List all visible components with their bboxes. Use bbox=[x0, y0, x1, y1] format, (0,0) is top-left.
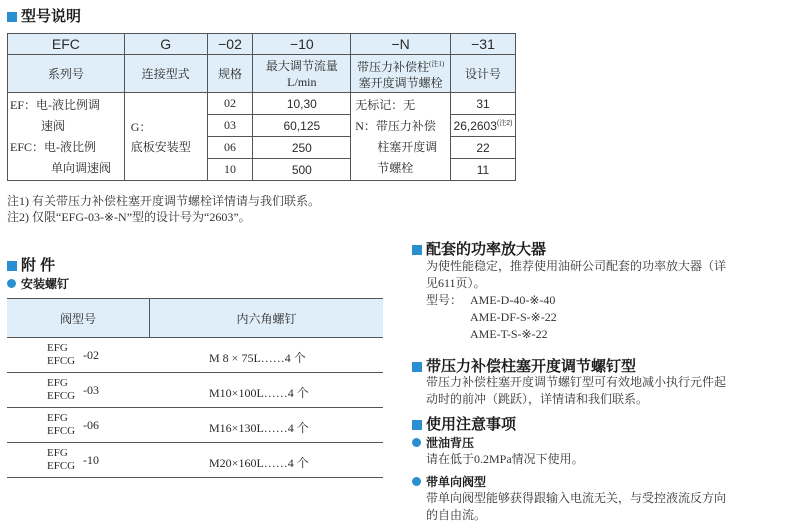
code-cell: −N bbox=[351, 34, 451, 55]
section-model-title: 型号说明 bbox=[7, 5, 81, 26]
square-bullet-icon bbox=[7, 261, 17, 271]
accessory-row bbox=[7, 376, 383, 408]
amplifier-model: AME-T-S-※-22 bbox=[470, 327, 548, 341]
amplifier-models: 型号： AME-D-40-※-40 AME-DF-S-※-22 AME-T-S-※-22 bbox=[426, 293, 557, 341]
header-design: 设计号 bbox=[450, 55, 515, 93]
flow-cell: 250 bbox=[253, 137, 351, 159]
bolt-spec: M20×160L……4 个 bbox=[209, 456, 309, 470]
accessory-bolt-cell bbox=[149, 411, 383, 442]
header-bolt: 内六角螺钉 bbox=[236, 311, 297, 326]
design-cell: $26,2603^{(注2)}$ bbox=[450, 115, 515, 137]
bolt-type-text: 带压力补偿柱塞开度调节螺钉型可有效地减小执行元件起 动时的前冲（跳跃），详情请和我们联系。 bbox=[426, 375, 727, 406]
section-bolt-type-title: 带压力补偿柱塞开度调节螺钉型 bbox=[412, 355, 636, 376]
accessories-header-row bbox=[7, 299, 383, 338]
square-bullet-icon bbox=[412, 362, 422, 372]
accessory-bolt-cell bbox=[149, 376, 383, 407]
series-cell: EF：电-液比例调 速阀 EFC：电-液比例 单向调速阀 bbox=[8, 93, 125, 181]
note-1: 注1) 有关带压力补偿柱塞开度调节螺栓详情请与我们联系。 bbox=[7, 194, 320, 208]
accessory-model-cell bbox=[7, 341, 149, 372]
section-amplifier-title: 配套的功率放大器 bbox=[412, 238, 546, 259]
flow-cell: 500 bbox=[253, 159, 351, 181]
model-header-row bbox=[8, 55, 516, 93]
model-size: -10 bbox=[83, 453, 99, 467]
model-efcg: EFCG bbox=[47, 425, 76, 437]
amplifier-model: AME-DF-S-※-22 bbox=[470, 310, 557, 324]
accessory-bolt-cell bbox=[149, 341, 383, 372]
model-code-row bbox=[8, 34, 516, 55]
model-efg: EFG bbox=[47, 342, 68, 354]
accessory-bolt-cell bbox=[149, 446, 383, 477]
accessory-row bbox=[7, 446, 383, 478]
accessory-row bbox=[7, 341, 383, 373]
header-adjust-bolt: 带压力补偿柱$^{(注1)}$ 塞开度调节螺栓 bbox=[351, 55, 451, 93]
model-size: -02 bbox=[83, 348, 99, 362]
bolt-spec: M 8 × 75L……4 个 bbox=[209, 351, 306, 365]
model-size: -06 bbox=[83, 418, 99, 432]
design-cell: 31 bbox=[450, 93, 515, 115]
accessory-row bbox=[7, 411, 383, 443]
square-bullet-icon bbox=[412, 245, 422, 255]
section-usage-title: 使用注意事项 bbox=[412, 413, 516, 434]
square-bullet-icon bbox=[7, 12, 17, 22]
header-valve-model: 阀型号 bbox=[7, 299, 150, 337]
model-efg: EFG bbox=[47, 377, 68, 389]
circle-bullet-icon bbox=[7, 279, 16, 288]
code-cell: −02 bbox=[207, 34, 253, 55]
connection-cell: G： 底板安装型 bbox=[124, 93, 207, 181]
usage-item2-text: 带单向阀型能够获得跟输入电流无关，与受控液流反方向 的自由流。 bbox=[426, 491, 727, 522]
bolt-spec: M16×130L……4 个 bbox=[209, 421, 309, 435]
size-cell: 03 bbox=[207, 115, 253, 137]
flow-cell: 10,30 bbox=[253, 93, 351, 115]
design-cell: 11 bbox=[450, 159, 515, 181]
circle-bullet-icon bbox=[412, 477, 421, 486]
model-row bbox=[8, 93, 516, 115]
accessories-subtitle: 安装螺钉 bbox=[7, 275, 69, 292]
code-cell: EFC bbox=[8, 34, 125, 55]
size-cell: 02 bbox=[207, 93, 253, 115]
model-efg: EFG bbox=[47, 447, 68, 459]
design-cell: 22 bbox=[450, 137, 515, 159]
code-cell: G bbox=[124, 34, 207, 55]
model-size: -03 bbox=[83, 383, 99, 397]
amplifier-model: AME-D-40-※-40 bbox=[470, 293, 556, 307]
code-cell: −10 bbox=[253, 34, 351, 55]
accessory-model-cell bbox=[7, 376, 149, 407]
header-flow: 最大调节流量 L/min bbox=[253, 55, 351, 93]
accessory-model-cell bbox=[7, 446, 149, 477]
model-table bbox=[7, 33, 516, 181]
adjust-bolt-cell: 无标记：无 N：带压力补偿 柱塞开度调 节螺栓 bbox=[351, 93, 451, 181]
header-series: 系列号 bbox=[8, 55, 125, 93]
note-2: 注2) 仅限“EFG-03-※-N”型的设计号为“2603”。 bbox=[7, 210, 251, 224]
header-size: 规格 bbox=[207, 55, 253, 93]
code-cell: −31 bbox=[450, 34, 515, 55]
usage-item2-title: 带单向阀型 bbox=[412, 473, 486, 490]
usage-item1-title: 泄油背压 bbox=[412, 434, 474, 451]
model-efg: EFG bbox=[47, 412, 68, 424]
amplifier-text: 为使性能稳定，推荐使用油研公司配套的功率放大器（详 见611页）。 型号： AME-D-40-※-40 AME-DF-S-※-22 AME-T-S-※-22 bbox=[426, 258, 788, 343]
header-connection: 连接型式 bbox=[124, 55, 207, 93]
flow-cell: 60,125 bbox=[253, 115, 351, 137]
circle-bullet-icon bbox=[412, 438, 421, 447]
bolt-spec: M10×100L……4 个 bbox=[209, 386, 309, 400]
model-efcg: EFCG bbox=[47, 460, 76, 472]
accessories-table bbox=[7, 298, 383, 478]
square-bullet-icon bbox=[412, 420, 422, 430]
size-cell: 10 bbox=[207, 159, 253, 181]
accessory-model-cell bbox=[7, 411, 149, 442]
model-efcg: EFCG bbox=[47, 355, 76, 367]
usage-item1-text: 请在低于0.2MPa情况下使用。 bbox=[426, 452, 584, 466]
section-accessories-title: 附 件 bbox=[7, 254, 55, 275]
size-cell: 06 bbox=[207, 137, 253, 159]
model-efcg: EFCG bbox=[47, 390, 76, 402]
